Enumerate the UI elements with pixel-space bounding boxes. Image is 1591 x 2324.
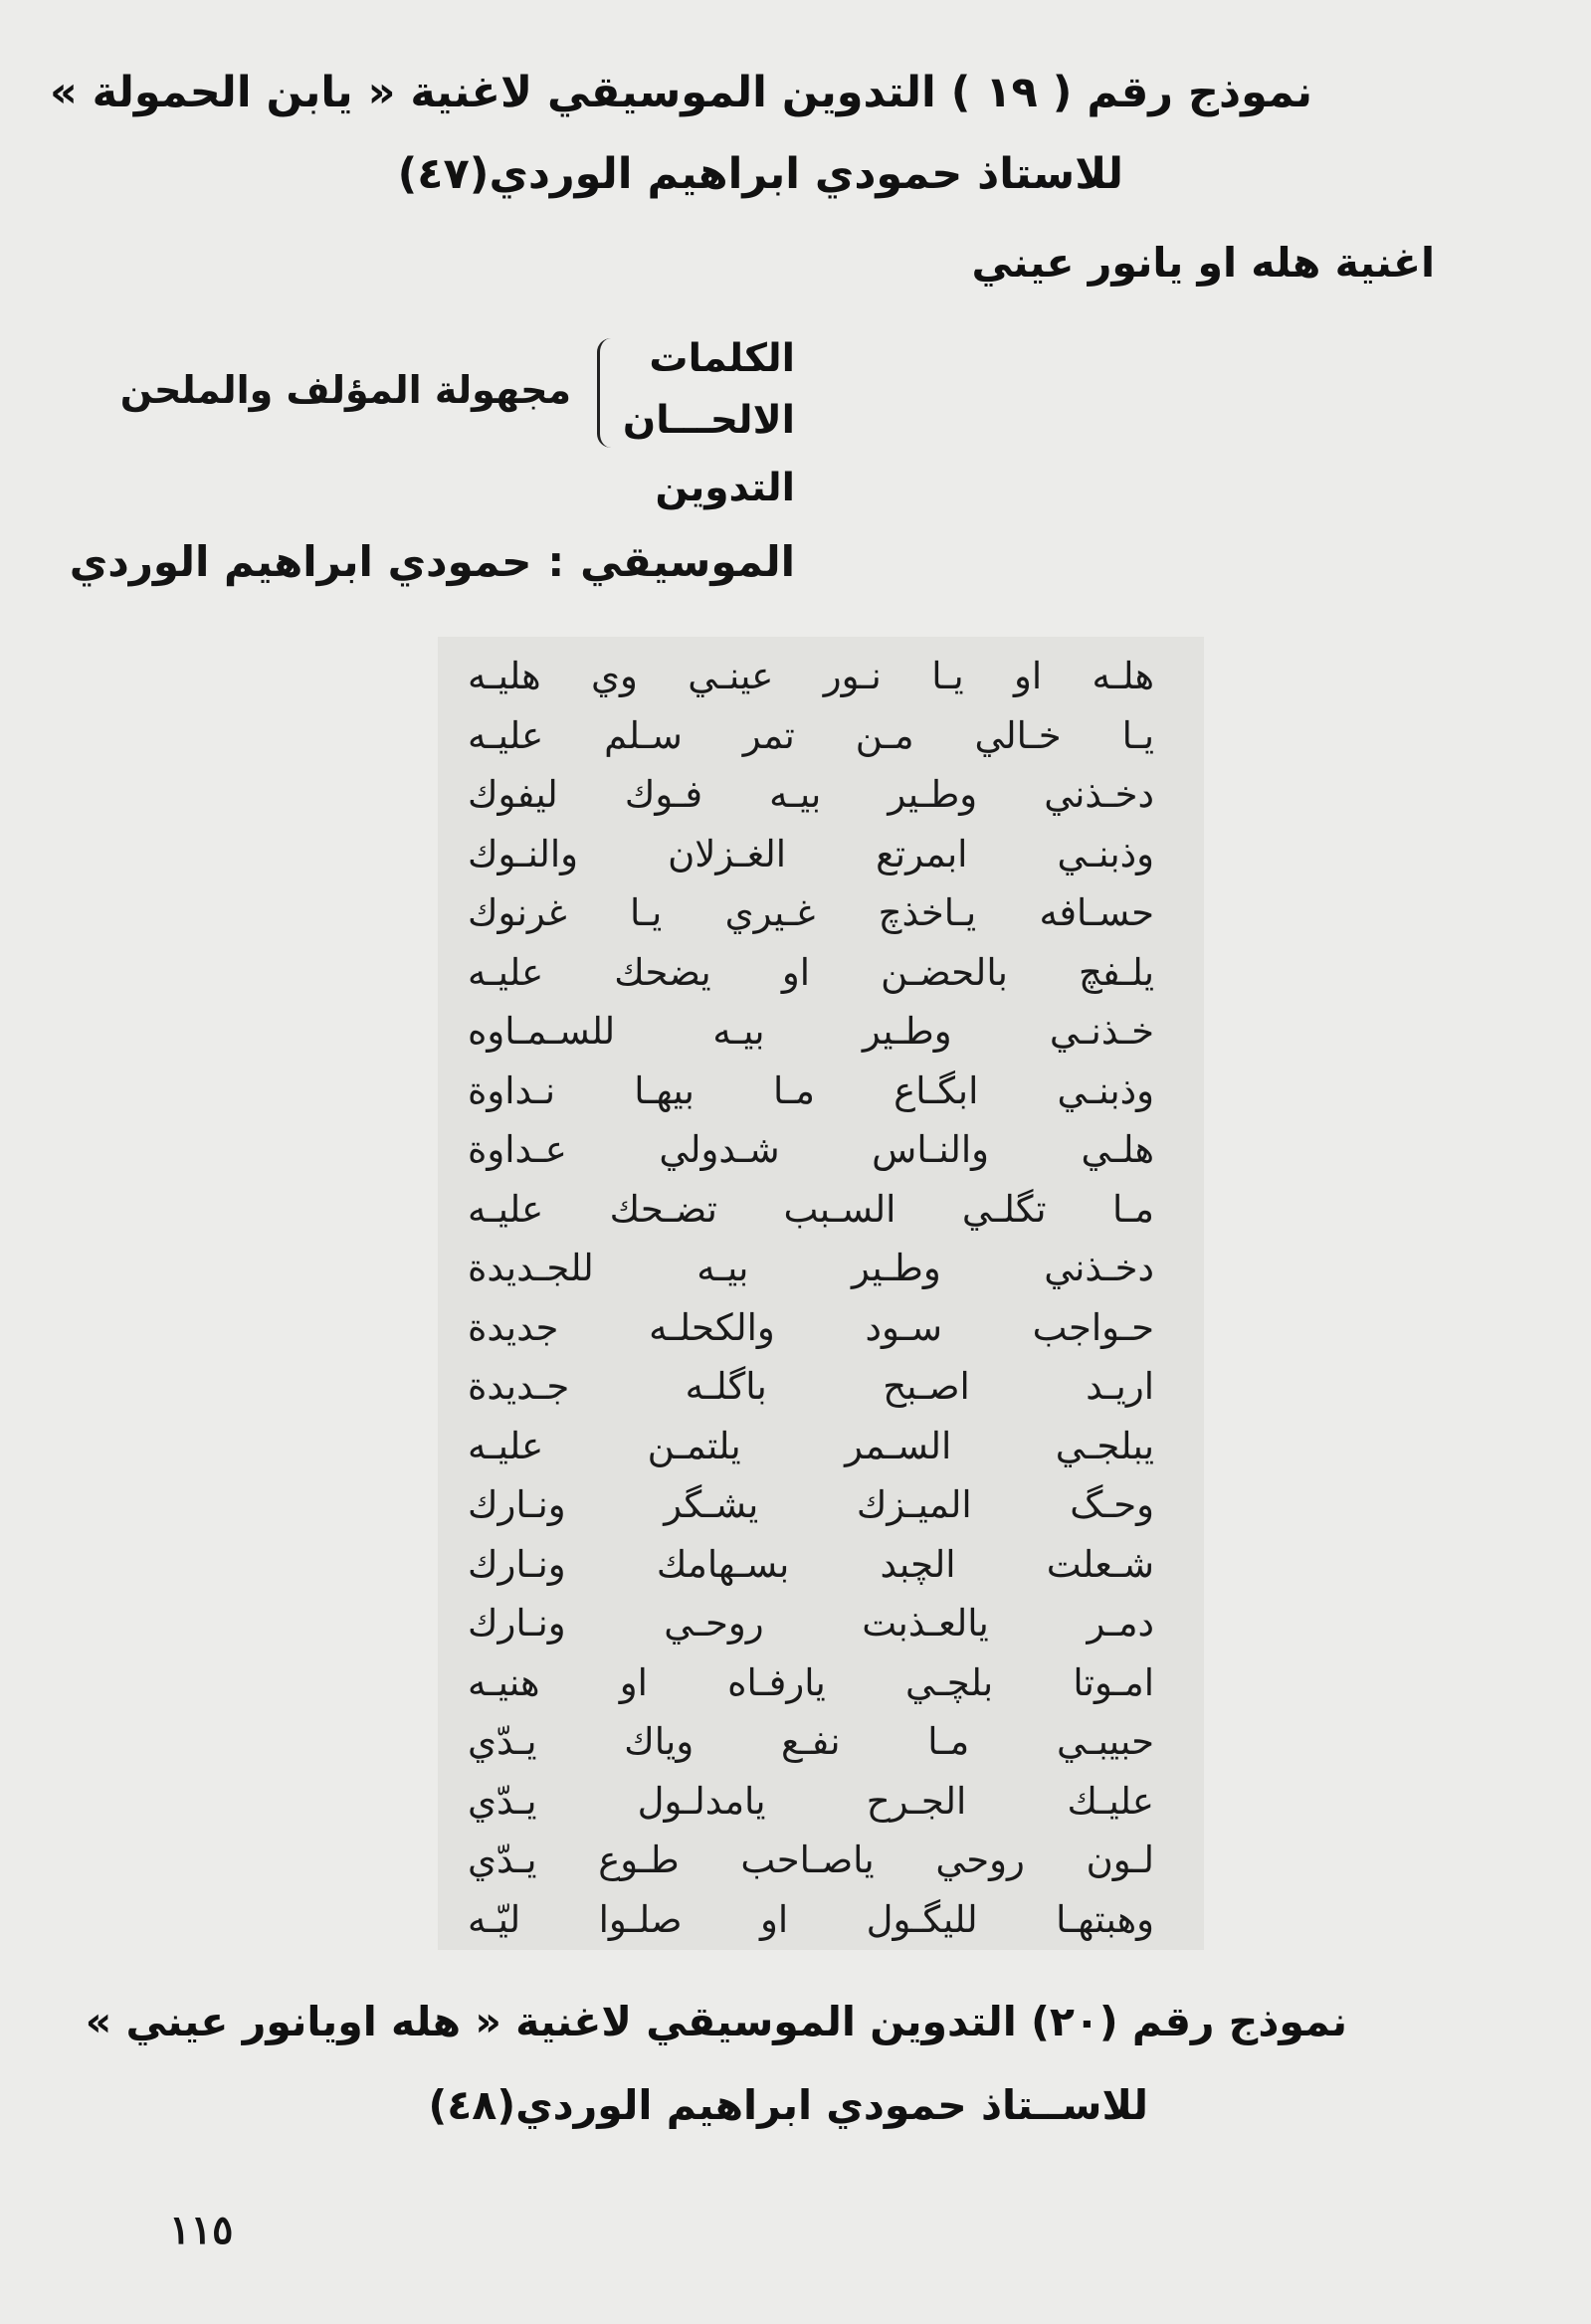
musician-name: حمودي ابراهيم الوردي (69, 537, 532, 586)
poem-line: وحـگ الميـزك يشـگر ونـارك (468, 1483, 1154, 1526)
author-composer-value: مجهولة المؤلف والملحن (119, 368, 571, 412)
musician-label: الموسيقي (580, 537, 795, 586)
poem-line: حبيبـي مـا نفـع وياك يـدّي (468, 1720, 1154, 1763)
poem-line: حـواجب سـود والكحلـه جديدة (468, 1305, 1154, 1349)
poem-line: دخـذني وطـير بيـه للجـديدة (468, 1247, 1154, 1289)
page-number: ١١٥ (169, 2207, 234, 2253)
poem-line: دمـر يالعـذبت روحـي ونـارك (468, 1602, 1154, 1645)
poem-line: لـون روحي ياصـاحب طـوع يـدّي (468, 1839, 1154, 1881)
poem-line: يـا خـالي مـن تمر سـلم عليـه (468, 713, 1154, 757)
poem-line: وذبنـي ابگـاع مـا بيهـا نـداوة (468, 1068, 1154, 1112)
example-19-author: للاستاذ حمودي ابراهيم الوردي(٤٧) (397, 149, 1123, 199)
poem-line: اريـد اصـبح باگلـه جـديدة (468, 1365, 1154, 1408)
poem-line: يلـفچ بالحضـن او يضحك عليـه (468, 950, 1154, 994)
poem-line: شـعلت الچبد بسـهامك ونـارك (468, 1542, 1154, 1586)
poem-line: امـوتا بلچـي يارفـاه او هنيـه (468, 1660, 1154, 1704)
musician-credit (70, 537, 795, 586)
poem-line: وذبنـي ابمرتع الغـزلان والنـوك (468, 832, 1154, 875)
poem-line: حسـافه يـاخذچ غـيري يـا غرنوك (468, 891, 1154, 934)
notation-label: التدوين (655, 466, 795, 510)
musician-separator: : (547, 537, 565, 586)
curly-brace (597, 338, 626, 448)
poem-line: هلـي والنـاس شـدولي عـداوة (468, 1128, 1154, 1171)
poem-line: عليـك الجـرح يامدلـول يـدّي (468, 1779, 1154, 1823)
poem-block (468, 647, 1154, 1949)
poem-line: يبلجـي السـمر يلتمـن عليـه (468, 1424, 1154, 1467)
poem-line: هلـه او يـا نـور عينـي وي هليـه (468, 655, 1154, 697)
poem-line: مـا تگلـي السـبب تضـحك عليـه (468, 1187, 1154, 1231)
poem-line: خـذنـي وطـير بيـه للسـمـاوه (468, 1010, 1154, 1053)
example-20-author: للاســتاذ حمودي ابراهيم الوردي(٤٨) (428, 2081, 1148, 2129)
words-label: الكلمات (649, 336, 795, 381)
example-19-title: نموذج رقم ( ١٩ ) التدوين الموسيقي لاغنية « يابن الحمولة » (49, 68, 1312, 117)
poem-line: وهبتهـا لليگـول او صلـوا ليّـه (468, 1897, 1154, 1941)
song-title: اغنية هله او يانور عيني (971, 239, 1435, 287)
melody-label: الالحـــان (622, 398, 795, 443)
example-20-title: نموذج رقم (٢٠) التدوين الموسيقي لاغنية « هله اويانور عيني » (85, 1998, 1347, 2045)
poem-line: دخـذني وطـير بيـه فـوك ليفوك (468, 773, 1154, 816)
